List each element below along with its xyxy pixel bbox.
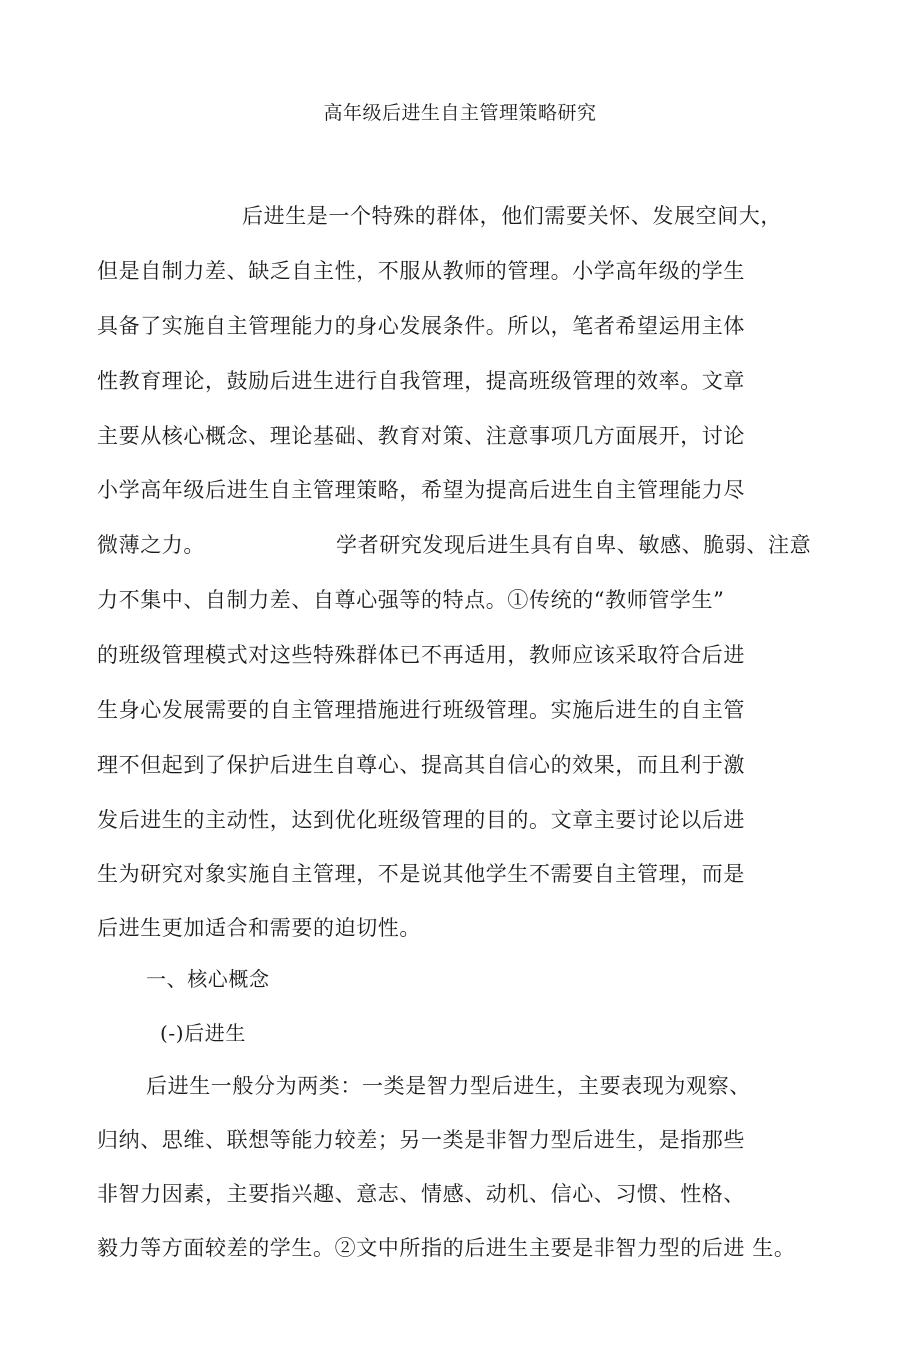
paragraph-line: 后进生是一个特殊的群体，他们需要关怀、发展空间大， [242,204,782,228]
paragraph-line: 生身心发展需要的自主管理措施进行班级管理。实施后进生的自主管 [97,698,745,722]
paragraph-line: 微薄之力。 [97,533,205,557]
paragraph-line: 力不集中、自制力差、自尊心强等的特点。①传统的“教师管学生” [97,588,725,612]
paragraph-line: 后进生一般分为两类：一类是智力型后进生，主要表现为观察、 [146,1074,751,1098]
subsection-heading: (-)后进生 [160,1021,246,1045]
document-title: 高年级后进生自主管理策略研究 [323,102,597,124]
paragraph-line: 但是自制力差、缺乏自主性，不服从教师的管理。小学高年级的学生 [97,259,745,283]
paragraph-line: 非智力因素，主要指兴趣、意志、情感、动机、信心、习惯、性格、 [97,1182,745,1206]
paragraph-line: 生为研究对象实施自主管理，不是说其他学生不需要自主管理，而是 [97,862,745,886]
paragraph-line: 归纳、思维、联想等能力较差；另一类是非智力型后进生，是指那些 [97,1128,745,1152]
paragraph-line: 后进生更加适合和需要的迫切性。 [97,916,421,940]
paragraph-line: 具备了实施自主管理能力的身心发展条件。所以，笔者希望运用主体 [97,314,745,338]
paragraph-line: 发后进生的主动性，达到优化班级管理的目的。文章主要讨论以后进 [97,808,745,832]
paragraph-line: 主要从核心概念、理论基础、教育对策、注意事项几方面展开，讨论 [97,424,745,448]
paragraph-line: 的班级管理模式对这些特殊群体已不再适用，教师应该采取符合后进 [97,643,745,667]
paragraph-line: 小学高年级后进生自主管理策略，希望为提高后进生自主管理能力尽 [97,478,745,502]
paragraph-line: 毅力等方面较差的学生。②文中所指的后进生主要是非智力型的后进 生。 [97,1236,796,1260]
paragraph-line: 学者研究发现后进生具有自卑、敏感、脆弱、注意 [336,533,812,557]
paragraph-line: 理不但起到了保护后进生自尊心、提高其自信心的效果，而且利于激 [97,753,745,777]
section-heading: 一、核心概念 [146,967,270,991]
paragraph-line: 性教育理论，鼓励后进生进行自我管理，提高班级管理的效率。文章 [97,369,745,393]
